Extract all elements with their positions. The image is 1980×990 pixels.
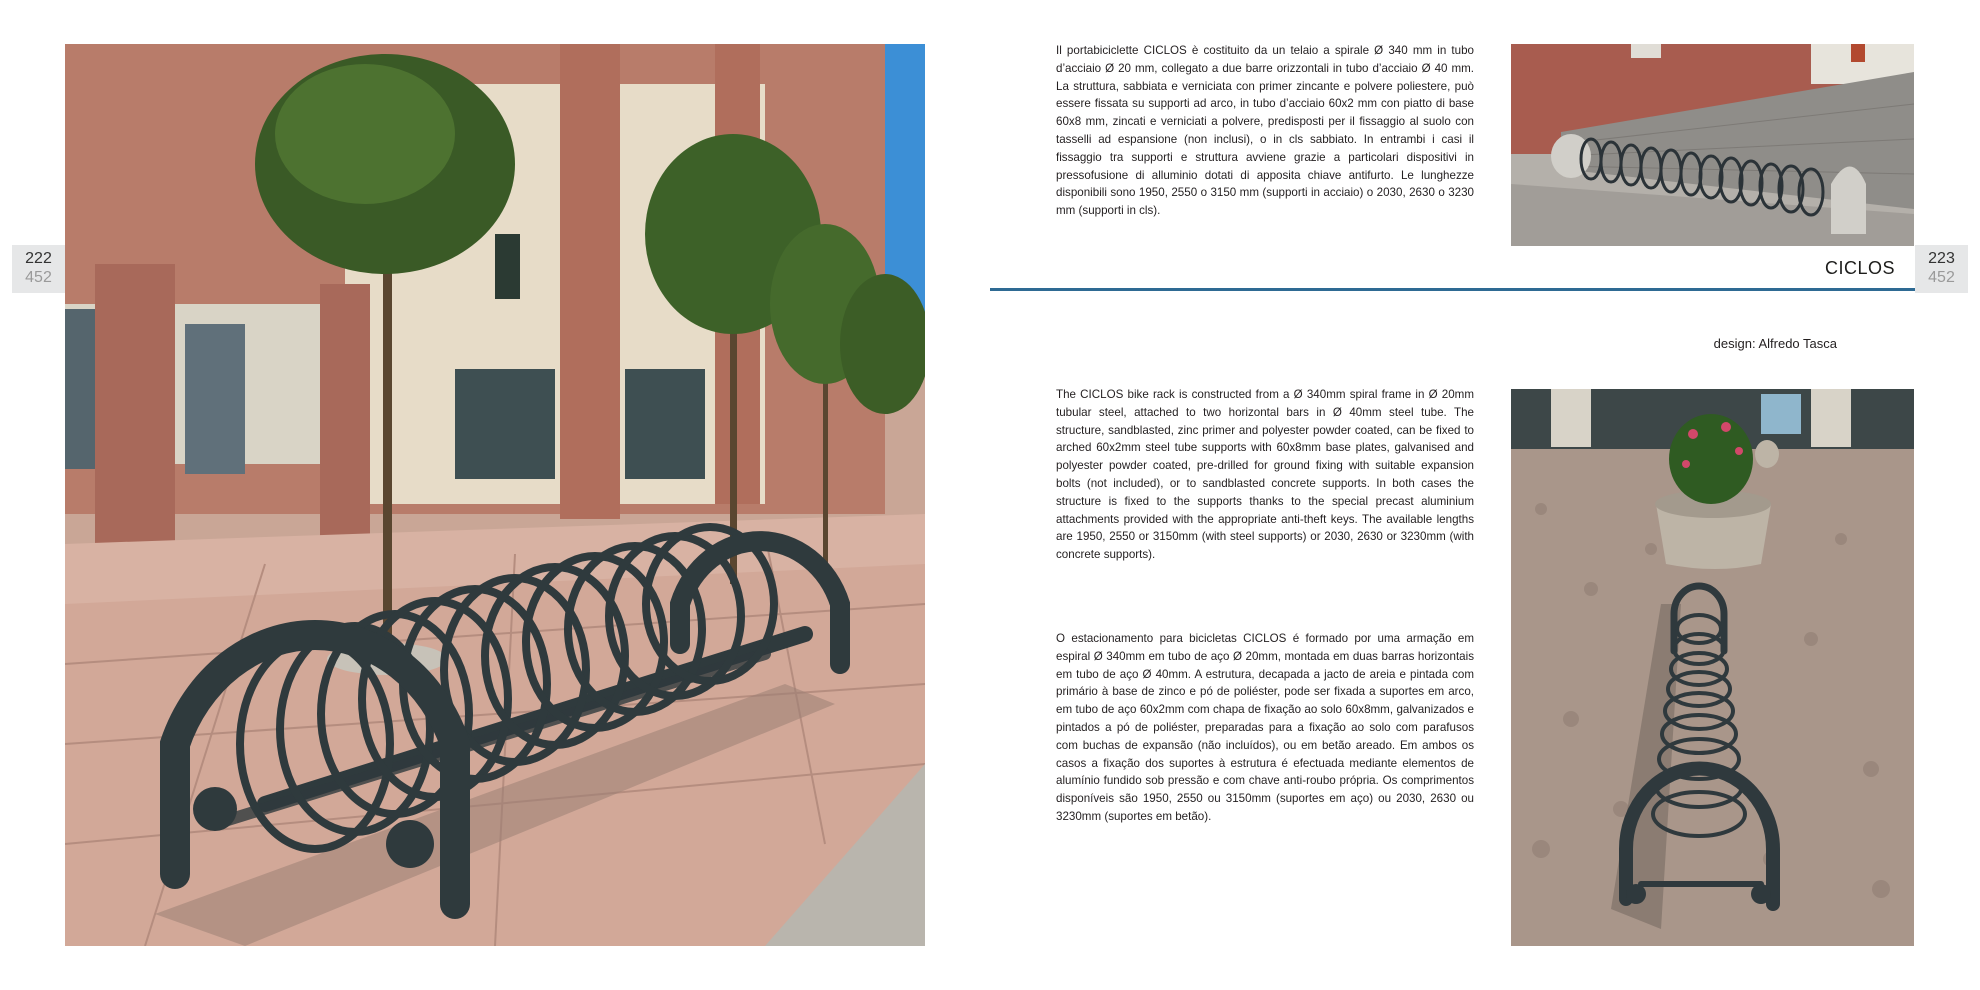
designer-credit: design: Alfredo Tasca [1713, 336, 1837, 351]
description-italian: Il portabiciclette CICLOS è costituito da un telaio a spirale Ø 340 mm in tubo d’acciaio Ø 20 mm, collegato a due barre orizzontali in tubo d’acciaio Ø 40 mm. La struttura, sabbiata e verniciata con primer zincante e polvere poliestere, può essere fissata su supporti ad arco, in tubo d’acciaio 60x2 mm con piatto di base 60x8 mm, zincati e verniciati a polvere, predisposti per il fissaggio al suolo con tasselli ad espansione (non inclusi), o in cls sabbiato. In entrambi i casi il fissaggio tra supporti e struttura avviene grazie a particolari dispositivi in pressofusione di alluminio dotati di apposita chiave antifurto. Le lunghezze disponibili sono 1950, 2550 o 3150 mm (supporti in acciaio) o 2030, 2630 o 3230 mm (supporti in cls). [1056, 44, 1474, 218]
page-number-tab-right [1915, 245, 1968, 293]
plaza-installation-photo [1511, 389, 1914, 946]
page-total: 452 [25, 269, 52, 286]
page-number: 222 [25, 250, 52, 267]
product-title: CICLOS [1824, 258, 1895, 278]
page-number: 223 [1928, 250, 1955, 267]
page-total: 452 [1928, 269, 1955, 286]
wall-installation-photo [1511, 44, 1914, 246]
page-number-tab-left [12, 245, 65, 293]
title-divider [990, 288, 1915, 291]
description-portuguese: O estacionamento para bicicletas CICLOS é formado por uma armação em espiral Ø 340mm em tubo de aço Ø 20mm, montada em duas barras horizontais em tubo de aço Ø 40mm. A estrutura, decapada a jacto de areia e pintada com primário à base de zinco e pó de poliéster, pode ser fixada a suportes em arco, em tubo de aço 60x2mm com chapa de fixação ao solo 60x8mm, galvanizados e pintados a pó de poliéster, preparadas para a fixação ao solo com parafusos com buchas de expansão (não incluídos), ou em betão areado. Em ambos os casos a fixação dos suportes à estrutura é efectuada mediante elementos de alumínio fundido sob pressão e com chave anti-roubo própria. Os comprimentos disponíveis são 1950, 2550 ou 3150mm (suportes em aço) ou 2030, 2630 ou 3230mm (suportes em betão). [1056, 632, 1474, 823]
description-english: The CICLOS bike rack is constructed from a Ø 340mm spiral frame in Ø 20mm tubular steel, attached to two horizontal bars in Ø 40mm steel tube. The structure, sandblasted, zinc primer and polyester powder coated, can be fixed to arched 60x2mm steel tube supports with 60x8mm base plates, galvanised and polyester powder coated, pre-drilled for ground fixing with suitable expansion bolts (not included), or to sandblasted concrete supports. In both cases the structure is fixed to the supports thanks to the special precast aluminium attachments provided with the appropriate anti-theft keys. The available lengths are 1950, 2550 or 3150mm (with steel supports) or 2030, 2630 or 3230mm (with concrete supports). [1056, 388, 1474, 562]
main-product-photo [65, 44, 925, 946]
